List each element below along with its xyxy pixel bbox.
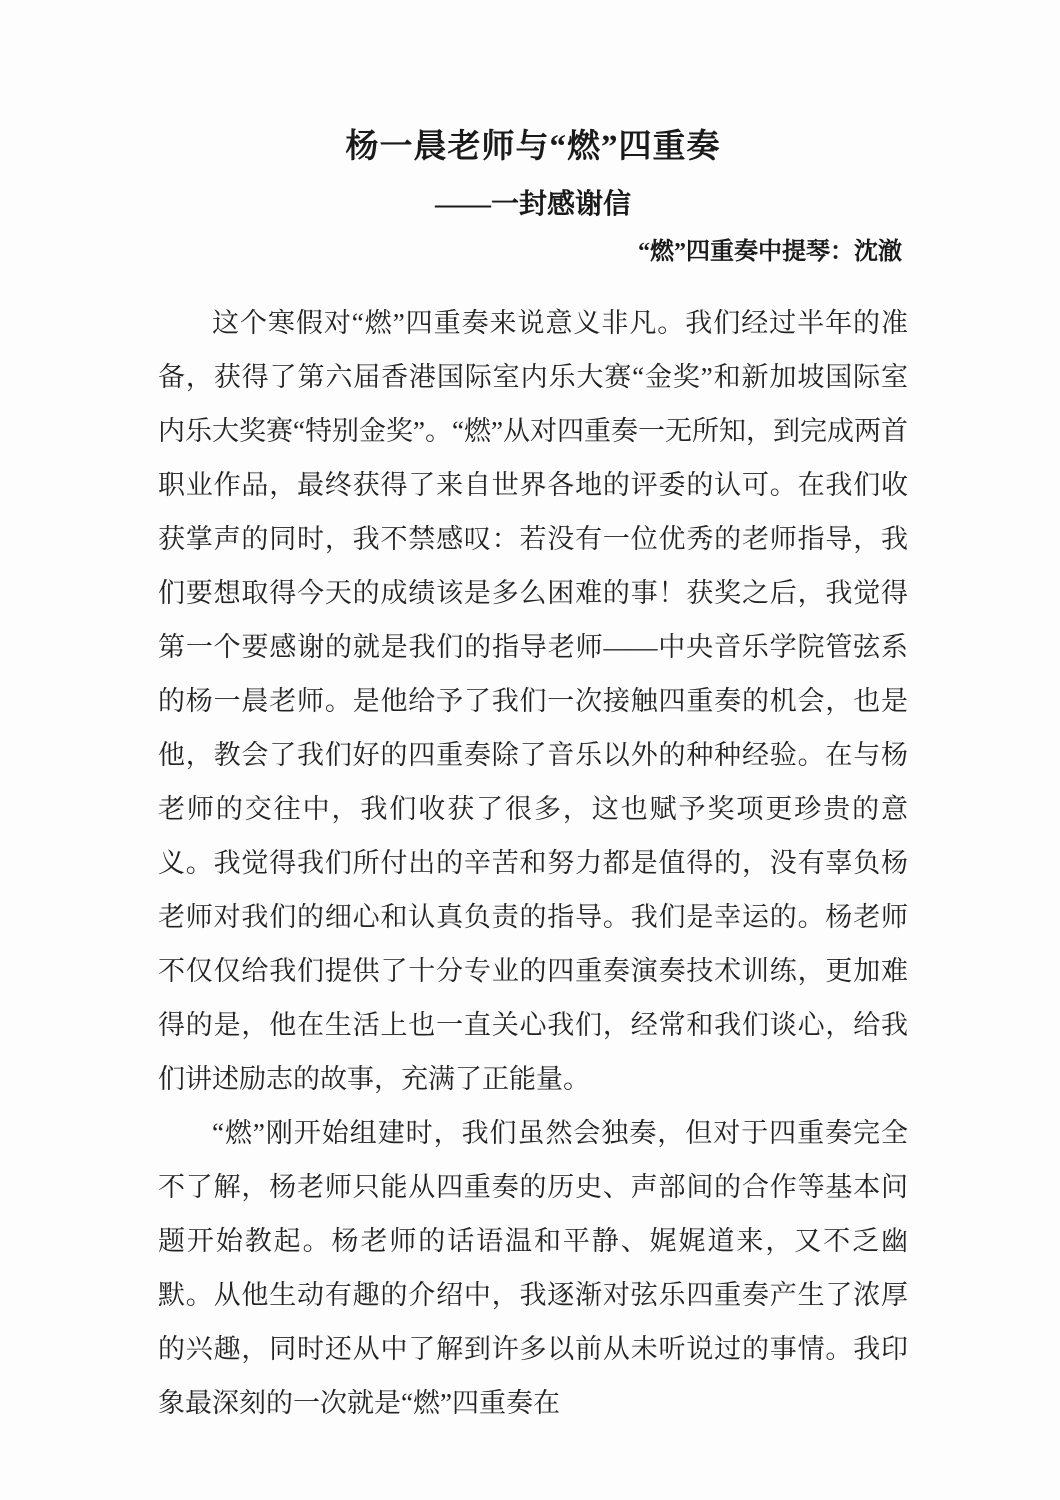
paragraph: “燃”刚开始组建时，我们虽然会独奏，但对于四重奏完全不了解，杨老师只能从四重奏的历史、声部间的合作等基本问题开始教起。杨老师的话语温和平静、娓娓道来，又不乏幽默。从他生动有趣的介绍中，我逐渐对弦乐四重奏产生了浓厚的兴趣，同时还从中了解到许多以前从未听说过的事情。我印象最深刻的一次就是“燃”四重奏在 [158,1117,908,1418]
paragraph: 这个寒假对“燃”四重奏来说意义非凡。我们经过半年的准备，获得了第六届香港国际室内乐大赛“金奖”和新加坡国际室内乐大奖赛“特别金奖”。“燃”从对四重奏一无所知，到完成两首职业作品，最终获得了来自世界各地的评委的认可。在我们收获掌声的同时，我不禁感叹：若没有一位优秀的老师指导，我们要想取得今天的成绩该是多么困难的事！获奖之后，我觉得第一个要感谢的就是我们的指导老师——中央音乐学院管弦系的杨一晨老师。是他给予了我们一次接触四重奏的机会，也是他，教会了我们好的四重奏除了音乐以外的种种经验。在与杨老师的交往中，我们收获了很多，这也赋予奖项更珍贵的意义。我觉得我们所付出的辛苦和努力都是值得的，没有辜负杨老师对我们的细心和认真负责的指导。我们是幸运的。杨老师不仅仅给我们提供了十分专业的四重奏演奏技术训练，更加难得的是，他在生活上也一直关心我们，经常和我们谈心，给我们讲述励志的故事，充满了正能量。 [158,307,908,1094]
document-byline: “燃”四重奏中提琴：沈澈 [638,239,902,266]
document-subtitle: ——一封感谢信 [434,188,631,220]
document-title: 杨一晨老师与“燃”四重奏 [345,129,721,165]
